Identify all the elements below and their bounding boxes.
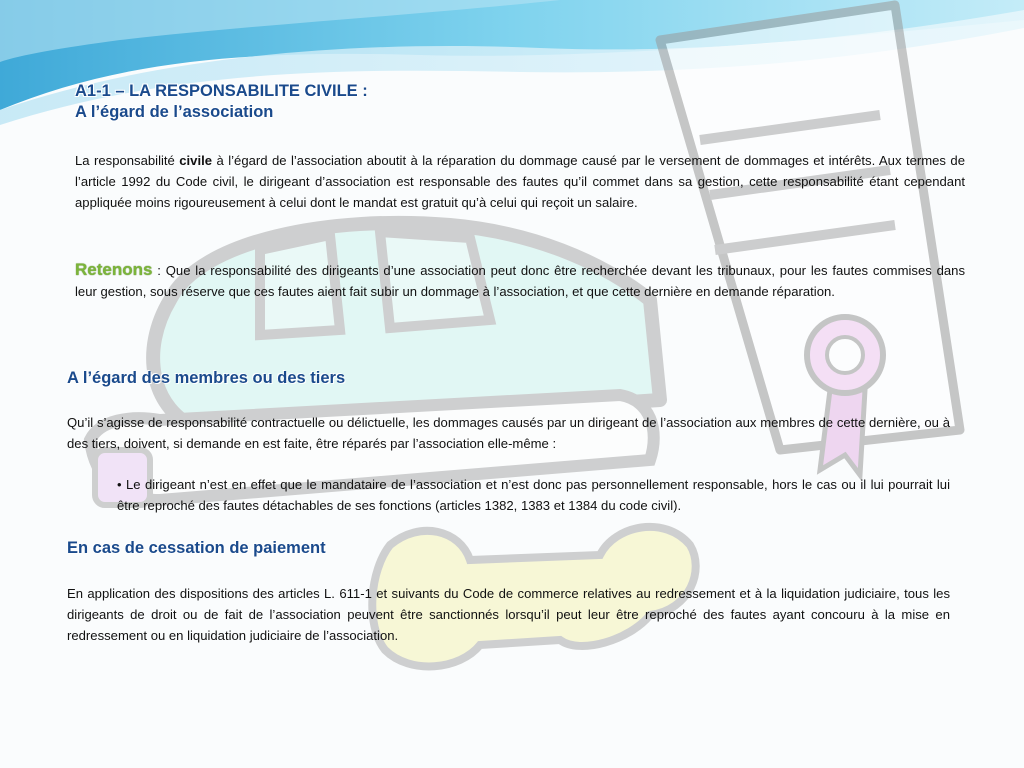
retenons-text: : Que la responsabilité des dirigeants d’une association peut donc être recherchée devant les tribunaux, pour les fautes commises dans leur gestion, sous réserve que ces fautes aient fait subir un dommage à l’association, et que cette dernière en demande réparation. [75,263,965,300]
paragraph-text-start: La responsabilité [75,153,180,168]
bullet-item: • Le dirigeant n’est en effet que le mandataire de l’association et n’est donc pas personnellement responsable, hors le cas ou il lui pourrait lui être reproché des fautes détachables de ses fonctions (articles 1382, 1383 et 1384 du code civil). [117,477,950,514]
paragraph-cessation: En application des dispositions des articles L. 611-1 et suivants du Code de commerce relatives au redressement et à la liquidation judiciaire, tous les dirigeants de droit ou de fait de l’association peuvent être sanctionnés lorsqu’il peut leur être reproché des fautes ayant concouru à la mise en redressement ou en liquidation judiciaire de l’association. [67,586,950,644]
paragraph-text-end: à l’égard de l’association aboutit à la réparation du dommage causé par le versement de dommages et intérêts. Aux termes de l’article 1992 du Code civil, le dirigeant d’association est responsable des fautes qu’il commet dans sa gestion, cette responsabilité étant cependant appliquée moins rigoureusement à celui dont le mandat est gratuit qu’à celui qui reçoit un salaire. [75,153,965,211]
page-title [75,81,368,123]
retenons-label: Retenons [75,260,153,279]
title-line-2: A l’égard de l’association [75,103,274,121]
bold-term: civile [179,153,213,168]
section-heading-members: A l’égard des membres ou des tiers [67,369,346,387]
section-heading-cessation: En cas de cessation de paiement [67,539,326,557]
paragraph-retenons [75,259,965,302]
certificate-illustration [660,5,960,475]
title-line-1: A1-1 – LA RESPONSABILITE CIVILE : [75,82,368,100]
paragraph-civil-liability [75,150,965,214]
paragraph-members: Qu’il s’agisse de responsabilité contractuelle ou délictuelle, les dommages causés par un dirigeant de l’association aux membres de cette dernière, ou à des tiers, doivent, si demande en est faite, être réparés par l’association elle-même : [67,415,950,452]
